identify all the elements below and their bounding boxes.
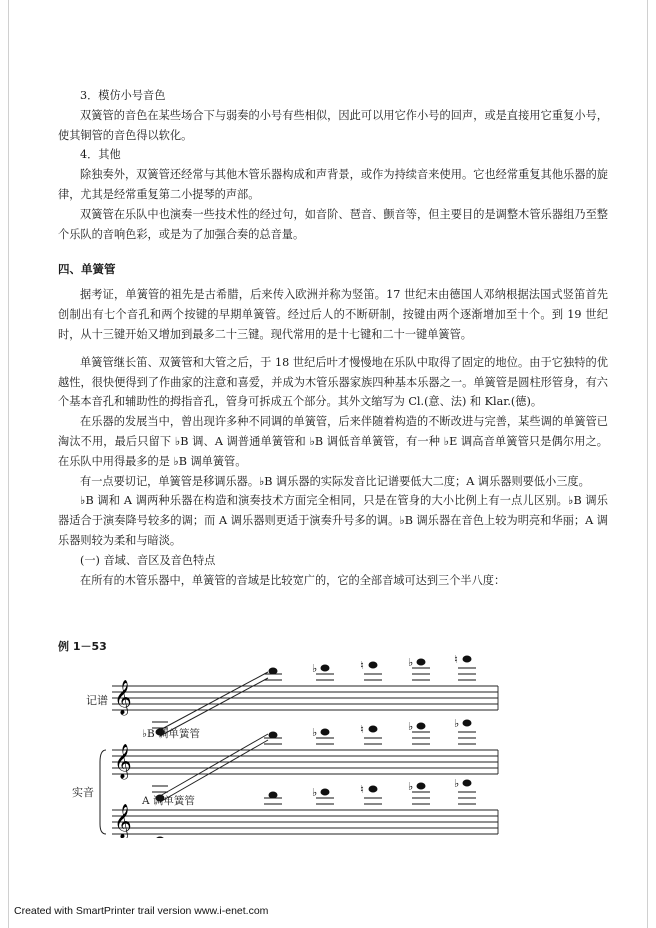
svg-text:♭: ♭ [454,717,460,730]
svg-text:♮: ♮ [360,723,364,736]
section-3-body: 双簧管的音色在某些场合下与弱奏的小号有些相似，因此可以用它作小号的回声，或是直接用它重复小号，使其铜管的音色得以软化。 [58,108,608,142]
paragraph-range: 在所有的木管乐器中，单簧管的音域是比较宽广的，它的全部音域可达到三个半八度： [80,573,506,587]
brace-actual [100,750,106,834]
score-svg [50,638,610,838]
paragraph-history: 据考证，单簧管的祖先是古希腊，后来传入欧洲并称为竖笛。17 世纪末由德国人邓纳根据法国式竖笛首先创制出有七个音孔和两个按键的早期单簧管。经过后人的不断研制，按键由两个逐渐增加至十个。到 19 世纪时，从十三键开始又增加到最多二十三键。现代常用的是十七键和二十一键单簧管。 [58,288,608,341]
svg-text:♭: ♭ [408,656,414,669]
label-actual: 实音 [72,786,94,799]
svg-text:♮: ♮ [360,783,364,796]
section-4-title: 4．其他 [80,148,121,162]
example-label: 例 1－53 [58,640,107,653]
label-a-clarinet: A 调单簧管 [142,795,195,807]
page-edge-right [647,0,648,928]
paragraph-bb-vs-a: ♭B 调和 A 调两种乐器在构造和演奏技术方面完全相同，只是在管身的大小比例上有一点儿区别。♭B 调乐器适合于演奏降号较多的调；而 A 调乐器则更适于演奏升号多的调。♭B 调乐器在音色上较为明亮和华丽；A 调乐器则较为柔和与暗淡。 [58,494,608,547]
page-body [58,86,608,590]
label-bb-clarinet: ♭B 调单簧管 [142,728,201,740]
svg-text:♭: ♭ [408,720,414,733]
svg-text:♭: ♭ [408,780,414,793]
paragraph-keys: 在乐器的发展当中，曾出现许多种不同调的单簧管，后来伴随着构造的不断改进与完善，某些调的单簧管已淘汰不用，最后只留下 ♭B 调、A 调普通单簧管和 ♭B 调低音单簧管，有一种 ♭E 调高音单簧管只是偶尔用之。在乐队中用得最多的是 ♭B 调单簧管。 [58,415,608,468]
section-4-body-1: 除独奏外，双簧管还经常与其他木管乐器构成和声背景，或作为持续音来使用。它也经常重复其他乐器的旋律，尤其是经常重复第二小提琴的声部。 [58,168,608,201]
treble-clef-bb: 𝄞 [114,744,132,779]
svg-text:♮: ♮ [454,653,458,666]
staff-a [112,810,498,834]
svg-text:♭: ♭ [312,786,318,799]
accidentals [312,653,459,799]
page-edge-left [8,0,9,928]
svg-text:♭: ♭ [312,662,318,675]
music-example [50,638,610,838]
staff-written [112,686,498,710]
svg-text:♭: ♭ [454,777,460,790]
svg-text:♭: ♭ [312,726,318,739]
svg-text:♮: ♮ [360,659,364,672]
watermark-footer: Created with SmartPrinter trail version www.i-enet.com [14,905,269,917]
treble-clef-written: 𝄞 [114,680,132,715]
treble-clef-a: 𝄞 [114,804,132,838]
staff-bb [112,750,498,774]
paragraph-orchestra-role: 单簧管继长笛、双簧管和大管之后，于 18 世纪后叶才慢慢地在乐队中取得了固定的地位。由于它独特的优越性，很快便得到了作曲家的注意和喜爱，并成为木管乐器家族四种基本乐器之一。单簧管是圆柱形管身，有六个基本音孔和辅助性的拇指音孔，管身可拆成五个部分。其外文缩写为 Cl.(意、法) 和 Klar.(德)。 [58,355,608,409]
section-4-body-2: 双簧管在乐队中也演奏一些技术性的经过句，如音阶、琶音、颤音等，但主要目的是调整木管乐器组乃至整个乐队的音响色彩，或是为了加强合奏的总音量。 [58,207,608,241]
label-written: 记谱 [86,694,108,707]
paragraph-transposing: 有一点要切记，单簧管是移调乐器。♭B 调乐器的实际发音比记谱要低大二度；A 调乐器则要低小三度。 [80,474,590,488]
heading-clarinet: 四、单簧管 [58,262,116,277]
section-3-title: 3．模仿小号音色 [80,89,166,102]
subsection-range-title: (一) 音域、音区及音色特点 [80,553,216,567]
